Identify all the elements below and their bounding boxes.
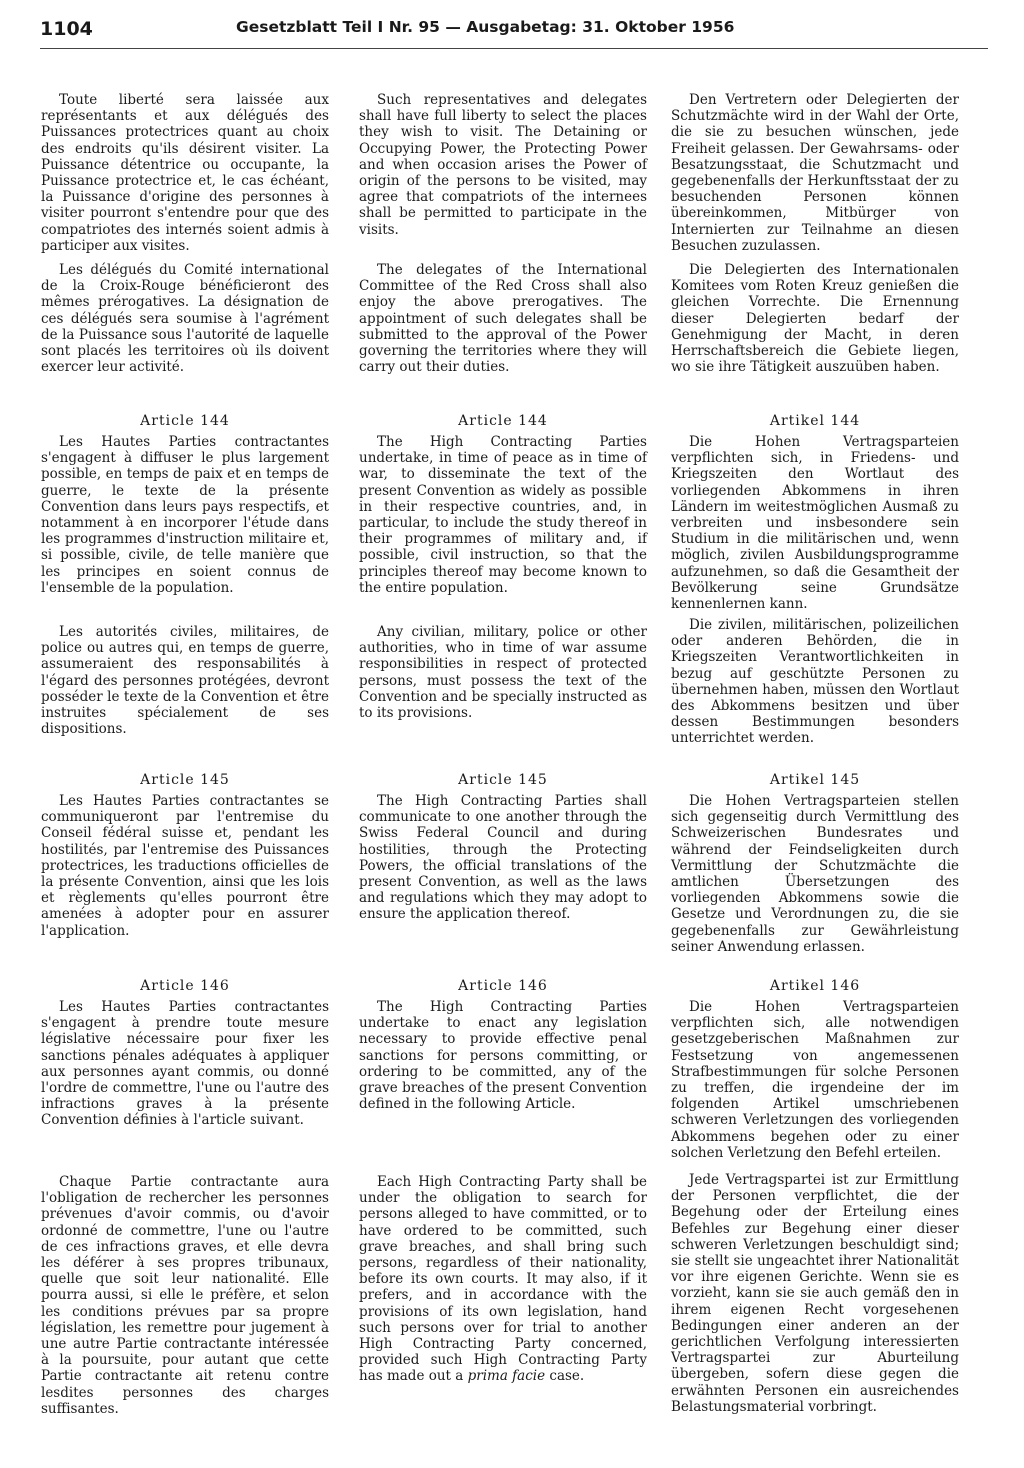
de-block-2 — [671, 262, 959, 375]
en-article-145 — [359, 772, 647, 923]
de-heading-145: Artikel 145 — [769, 772, 861, 788]
fr-paragraph-144-1: Les Hautes Parties contractantes s'engagent à diffuser le plus largement possible, en temps de paix et en temps de guerre, le texte de la présente Convention dans leurs pays respectifs, et notamment à en incorporer l'étude dans les programmes d'instruction militaire et, si possible, civile, de telle manière que les principes en soient connus de l'ensemble de la population. — [41, 434, 329, 596]
fr-article-144 — [41, 413, 329, 596]
en-paragraph-icrc: The delegates of the International Committee of the Red Cross shall also enjoy the above prerogatives. The appointment of such delegates shall be submitted to the approval of the Power governing the territories where they will carry out their duties. — [359, 262, 647, 376]
prima-facie-term: prima facie — [467, 1368, 546, 1385]
en-block-144-2 — [359, 624, 647, 721]
fr-article-146 — [41, 978, 329, 1129]
de-paragraph-146-2: Jede Vertragspartei ist zur Ermittlung der Personen verpflichtet, die der Begehung oder der Erteilung eines Befehles zur Begehung einer dieser schweren Verletzungen beschuldigt sind; sie stellt sie ungeachtet ihrer Nationalität vor ihre eigenen Gerichte. Wenn sie es vorzieht, kann sie sie auch gemäß den in ihrem eigenen Recht vorgesehenen Bedingungen einer anderen an der gerichtlichen Verfolgung interessierten Vertragspartei zur Aburteilung übergeben, sofern diese gegen die erwähnten Personen ein ausreichendes Belastungsmaterial vorbringt. — [671, 1172, 959, 1415]
en-paragraph-145: The High Contracting Parties shall communicate to one another through the Swiss Federal Council and during hostilities, through the Protecting Powers, the official translations of the present Convention, as well as the laws and regulations which they may adopt to ensure the application thereof. — [359, 793, 647, 923]
fr-block-146-2 — [41, 1174, 329, 1417]
de-paragraph-146-1: Die Hohen Vertragsparteien verpflichten sich, alle notwendigen gesetzgeberischen Maßnahmen zur Festsetzung von angemessenen Strafbestimmungen für solche Personen zu treffen, die irgendeine der im folgenden Artikel umschriebenen schweren Verletzungen des vorliegenden Abkommens begehen oder zu einer solchen Verletzung den Befehl erteilen. — [671, 999, 959, 1161]
fr-heading-145: Article 145 — [140, 772, 230, 788]
de-block-146-2 — [671, 1172, 959, 1415]
en-block-146-2 — [359, 1174, 647, 1385]
de-block-144-2 — [671, 617, 959, 747]
fr-block-2 — [41, 262, 329, 375]
en-paragraph-144-2: Any civilian, military, police or other authorities, who in time of war assume responsibilities in respect of protected persons, must possess the text of the Convention and be specially instructed as to its provisions. — [359, 624, 647, 722]
gazette-title: Gesetzblatt Teil I Nr. 95 — Ausgabetag: 31. Oktober 1956 — [236, 18, 735, 36]
en-block-1 — [359, 92, 647, 238]
de-heading-146: Artikel 146 — [769, 978, 861, 994]
de-paragraph-visits: Den Vertretern oder Delegierten der Schutzmächte wird in der Wahl der Orte, die sie zu besuchen wünschen, jede Freiheit gelassen. Der Gewahrsams- oder Besatzungsstaat, die Schutzmacht und gegebenenfalls der Herkunftsstaat der zu besuchenden Personen können übereinkommen, Mitbürger von Internierten zur Teilnahme an diesen Besuchen zuzulassen. — [671, 92, 959, 254]
de-paragraph-144-2: Die zivilen, militärischen, polizeilichen oder anderen Behörden, die in Kriegszeiten Verantwortlichkeiten in bezug auf geschützte Personen zu übernehmen haben, müssen den Wortlaut des Abkommens besitzen und über dessen Bestimmungen besonders unterrichtet werden. — [671, 617, 959, 747]
en-heading-146: Article 146 — [458, 978, 548, 994]
de-paragraph-145: Die Hohen Vertragsparteien stellen sich gegenseitig durch Vermittlung des Schweizerischen Bundesrates und während der Feindseligkeiten durch Vermittlung der Schutzmächte die amtlichen Übersetzungen des vorliegenden Abkommens sowie die Gesetze und Verordnungen zu, die sie gegebenenfalls zur Gewährleistung seiner Anwendung erlassen. — [671, 793, 959, 955]
fr-heading-146: Article 146 — [140, 978, 230, 994]
de-article-146 — [671, 978, 959, 1161]
fr-article-145 — [41, 772, 329, 939]
en-paragraph-visits: Such representatives and delegates shall have full liberty to select the places they wish to visit. The Detaining or Occupying Power, the Protecting Power and when occasion arises the Power of origin of the persons to be visited, may agree that compatriots of the internees shall be permitted to participate in the visits. — [359, 92, 647, 238]
en-heading-144: Article 144 — [458, 413, 548, 429]
en-heading-145: Article 145 — [458, 772, 548, 788]
en-paragraph-146-1: The High Contracting Parties undertake to enact any legislation necessary to provide effective penal sanctions for persons committing, or ordering to be committed, any of the grave breaches of the present Convention defined in the following Article. — [359, 999, 647, 1113]
fr-paragraph-144-2: Les autorités civiles, militaires, de police ou autres qui, en temps de guerre, assumeraient des responsabilités à l'égard des personnes protégées, devront posséder le texte de la Convention et être instruites spécialement de ses dispositions. — [41, 624, 329, 738]
header-rule — [40, 48, 988, 49]
page-header — [40, 18, 988, 52]
fr-paragraph-146-2: Chaque Partie contractante aura l'obligation de rechercher les personnes prévenues d'avoir commis, ou d'avoir ordonné de commettre, l'une ou l'autre de ces infractions graves, et elle devra les déférer à ses propres tribunaux, quelle que soit leur nationalité. Elle pourra aussi, si elle le préfère, et selon les conditions prévues par sa propre législation, les remettre pour jugement à une autre Partie contractante intéressée à la poursuite, pour autant que cette Partie contractante ait retenu contre lesdites personnes des charges suffisantes. — [41, 1174, 329, 1417]
de-article-145 — [671, 772, 959, 955]
fr-paragraph-icrc: Les délégués du Comité international de la Croix-Rouge bénéficieront des mêmes prérogatives. La désignation de ces délégués sera soumise à l'agrément de la Puissance sous l'autorité de laquelle sont placés les territoires où ils doivent exercer leur activité. — [41, 262, 329, 376]
en-paragraph-146-2-end: case. — [549, 1368, 585, 1385]
en-paragraph-146-2 — [359, 1174, 647, 1385]
en-paragraph-146-2-text: Each High Contracting Party shall be under the obligation to search for persons alleged to have committed, or to have ordered to be committed, such grave breaches, and shall bring such persons, regardless of their nationality, before its own courts. It may also, if it prefers, and in accordance with the provisions of its own legislation, hand such persons over for trial to another High Contracting Party concerned, provided such High Contracting Party has made out a — [359, 1174, 647, 1385]
fr-paragraph-146-1: Les Hautes Parties contractantes s'engagent à prendre toute mesure législative nécessaire pour fixer les sanctions pénales adéquates à appliquer aux personnes ayant commis, ou donné l'ordre de commettre, l'une ou l'autre des infractions graves à la présente Convention définies à l'article suivant. — [41, 999, 329, 1129]
en-article-144 — [359, 413, 647, 596]
de-article-144 — [671, 413, 959, 612]
fr-heading-144: Article 144 — [140, 413, 230, 429]
de-block-1 — [671, 92, 959, 254]
page-number: 1104 — [40, 18, 93, 40]
fr-block-1 — [41, 92, 329, 254]
en-paragraph-144-1: The High Contracting Parties undertake, in time of peace as in time of war, to disseminate the text of the present Convention as widely as possible in their respective countries, and, in particular, to include the study thereof in their programmes of military and, if possible, civil instruction, so that the principles thereof may become known to the entire population. — [359, 434, 647, 596]
en-block-2 — [359, 262, 647, 375]
en-article-146 — [359, 978, 647, 1112]
de-paragraph-icrc: Die Delegierten des Internationalen Komitees vom Roten Kreuz genießen die gleichen Vorrechte. Die Ernennung dieser Delegierten bedarf der Genehmigung der Macht, in deren Herrschaftsbereich die Gebiete liegen, wo sie ihre Tätigkeit auszuüben haben. — [671, 262, 959, 376]
de-paragraph-144-1: Die Hohen Vertragsparteien verpflichten sich, in Friedens- und Kriegszeiten den Wortlaut des vorliegenden Abkommens in ihren Ländern im weitestmöglichen Ausmaß zu verbreiten und insbesondere sein Studium in die militärischen und, wenn möglich, zivilen Ausbildungsprogramme aufzunehmen, so daß die Gesamtheit der Bevölkerung seine Grundsätze kennenlernen kann. — [671, 434, 959, 613]
fr-paragraph-145: Les Hautes Parties contractantes se communiqueront par l'entremise du Conseil fédéral suisse et, pendant les hostilités, par l'entremise des Puissances protectrices, les traductions officielles de la présente Convention, ainsi que les lois et règlements qu'elles pourront être amenées à adopter pour en assurer l'application. — [41, 793, 329, 939]
de-heading-144: Artikel 144 — [769, 413, 861, 429]
fr-paragraph-visits: Toute liberté sera laissée aux représentants et aux délégués des Puissances protectrices quant au choix des endroits qu'ils désirent visiter. La Puissance détentrice ou occupante, la Puissance protectrice et, le cas échéant, la Puissance d'origine des personnes à visiter pourront s'entendre pour que des compatriotes des internés soient admis à participer aux visites. — [41, 92, 329, 254]
fr-block-144-2 — [41, 624, 329, 737]
